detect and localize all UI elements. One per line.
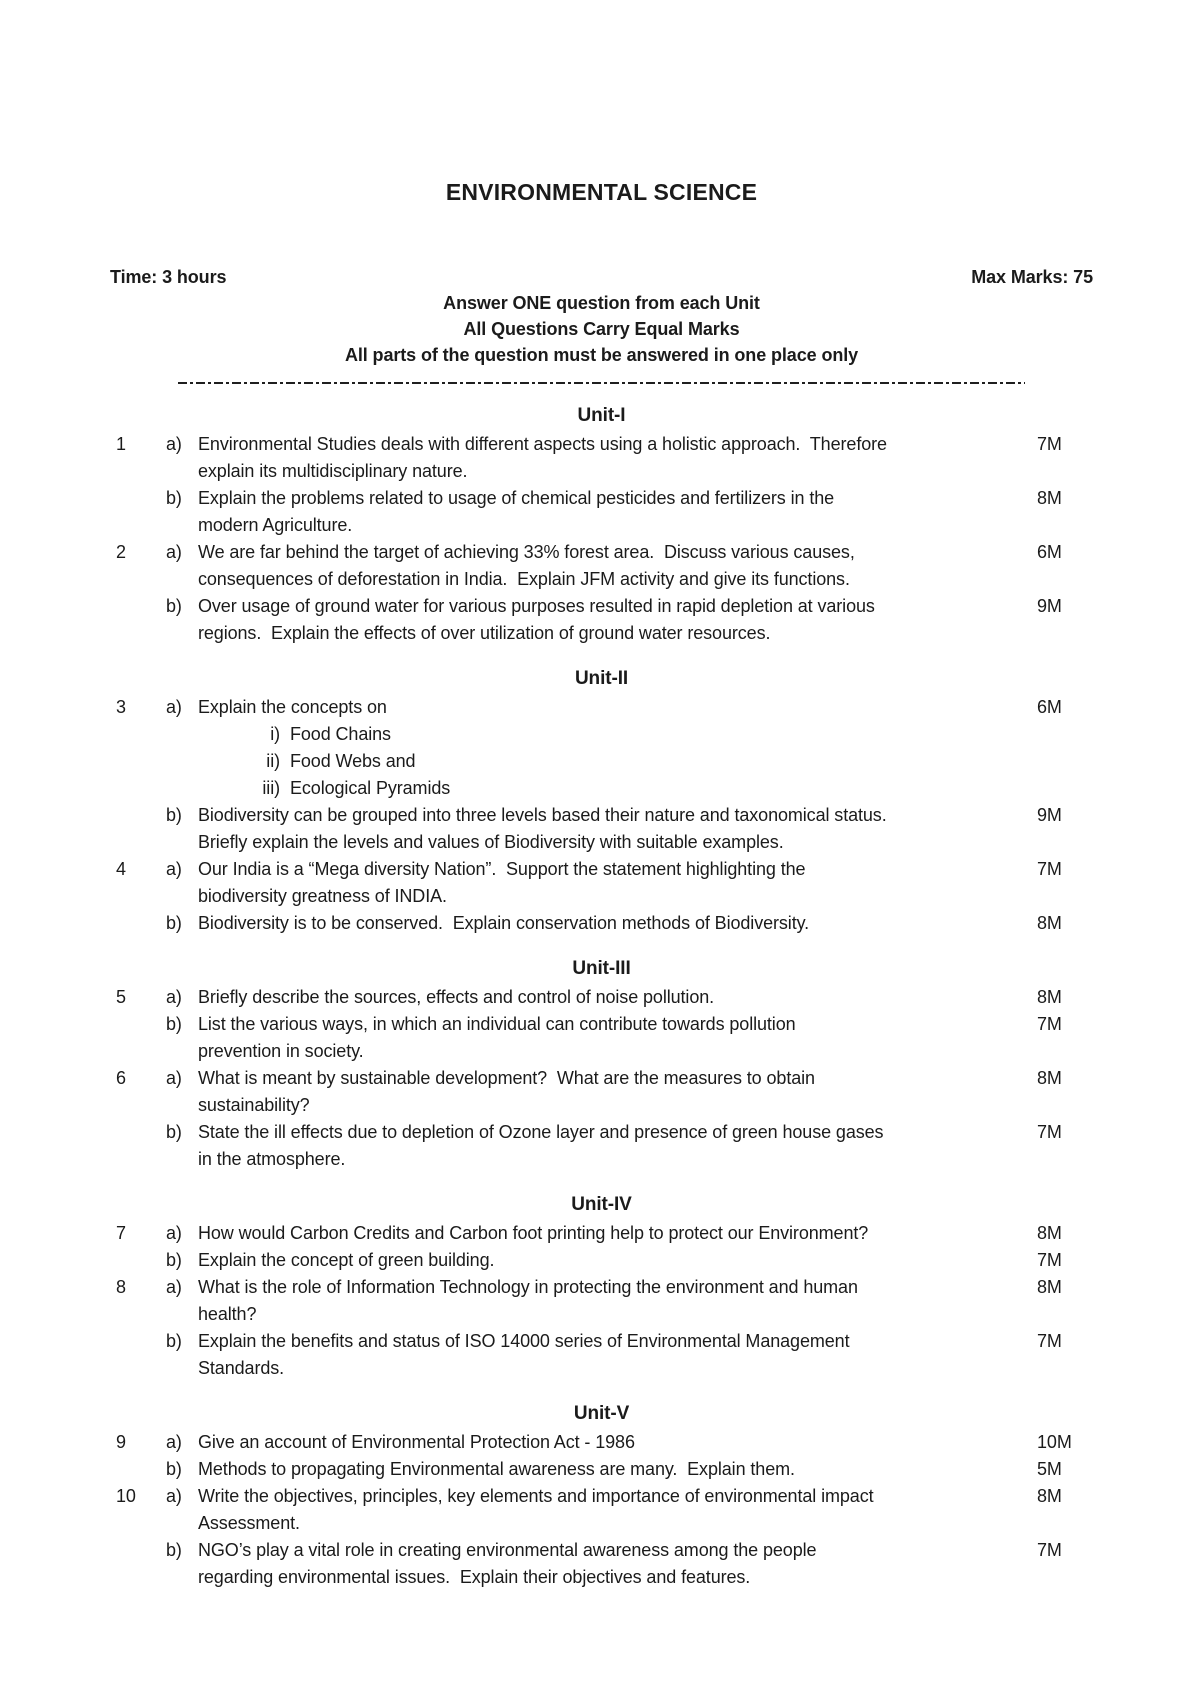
question-part-row	[110, 856, 1093, 910]
question-text	[198, 1247, 1003, 1274]
question-part-row	[110, 1537, 1093, 1591]
question-text-line: State the ill effects due to depletion of Ozone layer and presence of green house gases	[198, 1122, 884, 1142]
question-part-row	[110, 802, 1093, 856]
question-text-line: What is the role of Information Technology in protecting the environment and human	[198, 1277, 858, 1297]
question-text-line: Explain the problems related to usage of chemical pesticides and fertilizers in the	[198, 488, 835, 508]
unit-section	[110, 1400, 1093, 1591]
unit-questions	[110, 1429, 1093, 1591]
question-text-line: Methods to propagating Environmental awareness are many. Explain them.	[198, 1459, 795, 1479]
unit-section	[110, 955, 1093, 1173]
sub-item-label: iii)	[262, 778, 280, 798]
marks-value: 5M	[1037, 1459, 1062, 1479]
question-text-line: What is meant by sustainable development? What are the measures to obtain	[198, 1068, 815, 1088]
marks-value: 8M	[1037, 1068, 1062, 1088]
question-text	[198, 431, 1003, 485]
question-text	[198, 1011, 1003, 1065]
part-label: a)	[166, 1223, 182, 1243]
unit-heading: Unit-II	[574, 668, 629, 689]
part-label: b)	[166, 1459, 182, 1479]
question-part-row	[110, 1456, 1093, 1483]
unit-heading: Unit-IV	[571, 1194, 632, 1215]
marks-value: 8M	[1037, 1223, 1062, 1243]
part-label: a)	[166, 434, 182, 454]
question-part-row	[110, 539, 1093, 593]
part-label: a)	[166, 542, 182, 562]
marks-value: 7M	[1037, 434, 1062, 454]
question-text	[198, 910, 1003, 937]
question-text-line: modern Agriculture.	[198, 515, 353, 535]
question-part-row	[110, 1247, 1093, 1274]
question-text-line: Explain the benefits and status of ISO 14000 series of Environmental Management	[198, 1331, 850, 1351]
question-text-line: Over usage of ground water for various purposes resulted in rapid depletion at various	[198, 596, 875, 616]
part-label: a)	[166, 1277, 182, 1297]
marks-value: 7M	[1037, 1540, 1062, 1560]
question-text-line: Explain the concept of green building.	[198, 1250, 495, 1270]
question-text	[198, 1429, 1003, 1456]
marks-value: 8M	[1037, 488, 1062, 508]
part-label: a)	[166, 859, 182, 879]
sub-item	[198, 721, 1003, 748]
unit-heading: Unit-I	[577, 405, 626, 426]
part-label: b)	[166, 913, 182, 933]
instruction-line-2: All Questions Carry Equal Marks	[463, 319, 740, 339]
question-text-line: NGO’s play a vital role in creating environmental awareness among the people	[198, 1540, 817, 1560]
marks-value: 7M	[1037, 1250, 1062, 1270]
question-number: 6	[116, 1068, 126, 1088]
part-label: a)	[166, 1432, 182, 1452]
question-part-row	[110, 593, 1093, 647]
marks-value: 8M	[1037, 1486, 1062, 1506]
marks-value: 8M	[1037, 913, 1062, 933]
instructions	[110, 290, 1093, 368]
sub-item-text: Food Webs and	[290, 751, 416, 771]
part-label: b)	[166, 488, 182, 508]
sub-item-label: ii)	[266, 751, 280, 771]
units-container	[110, 402, 1093, 1591]
part-label: a)	[166, 1068, 182, 1088]
question-text-line: Our India is a “Mega diversity Nation”. Support the statement highlighting the	[198, 859, 806, 879]
unit-questions	[110, 984, 1093, 1173]
part-label: b)	[166, 1540, 182, 1560]
question-number: 10	[116, 1486, 136, 1506]
question-number: 3	[116, 697, 126, 717]
question-part-row	[110, 431, 1093, 485]
instruction-line-1: Answer ONE question from each Unit	[443, 293, 760, 313]
question-text-line: consequences of deforestation in India. Explain JFM activity and give its functions.	[198, 569, 850, 589]
question-text	[198, 1456, 1003, 1483]
sub-item	[198, 775, 1003, 802]
question-text	[198, 1119, 1003, 1173]
question-text-line: Briefly describe the sources, effects and control of noise pollution.	[198, 987, 715, 1007]
question-part-row	[110, 1011, 1093, 1065]
question-text	[198, 593, 1003, 647]
question-text-line: Biodiversity is to be conserved. Explain conservation methods of Biodiversity.	[198, 913, 810, 933]
part-label: a)	[166, 697, 182, 717]
question-text	[198, 1065, 1003, 1119]
part-label: b)	[166, 1331, 182, 1351]
question-text	[198, 802, 1003, 856]
part-label: b)	[166, 1014, 182, 1034]
question-text-line: explain its multidisciplinary nature.	[198, 461, 468, 481]
unit-section	[110, 1191, 1093, 1382]
unit-heading: Unit-V	[573, 1403, 630, 1424]
question-text-line: regarding environmental issues. Explain their objectives and features.	[198, 1567, 751, 1587]
unit-section	[110, 402, 1093, 647]
question-part-row	[110, 1220, 1093, 1247]
part-label: b)	[166, 805, 182, 825]
question-text	[198, 856, 1003, 910]
unit-questions	[110, 1220, 1093, 1382]
sub-item-text: Food Chains	[290, 724, 391, 744]
part-label: b)	[166, 596, 182, 616]
question-part-row	[110, 485, 1093, 539]
question-text	[198, 1483, 1003, 1537]
question-part-row	[110, 694, 1093, 802]
marks-value: 10M	[1037, 1432, 1072, 1452]
question-text	[198, 485, 1003, 539]
question-number: 1	[116, 434, 126, 454]
question-text-line: sustainability?	[198, 1095, 310, 1115]
max-marks: Max Marks: 75	[971, 267, 1093, 287]
question-text	[198, 1274, 1003, 1328]
question-number: 4	[116, 859, 126, 879]
question-text	[198, 1537, 1003, 1591]
unit-questions	[110, 431, 1093, 647]
question-part-row	[110, 1483, 1093, 1537]
question-text-line: Assessment.	[198, 1513, 300, 1533]
question-text-line: in the atmosphere.	[198, 1149, 346, 1169]
question-text-line: health?	[198, 1304, 257, 1324]
question-text-line: Write the objectives, principles, key elements and importance of environmental impact	[198, 1486, 874, 1506]
question-text	[198, 1328, 1003, 1382]
question-text	[198, 984, 1003, 1011]
question-part-row	[110, 1328, 1093, 1382]
marks-value: 7M	[1037, 859, 1062, 879]
part-label: a)	[166, 1486, 182, 1506]
marks-value: 7M	[1037, 1122, 1062, 1142]
question-part-row	[110, 1119, 1093, 1173]
sub-item-label: i)	[270, 724, 280, 744]
question-part-row	[110, 1274, 1093, 1328]
question-text-line: biodiversity greatness of INDIA.	[198, 886, 447, 906]
marks-value: 7M	[1037, 1331, 1062, 1351]
question-text-line: regions. Explain the effects of over utilization of ground water resources.	[198, 623, 771, 643]
question-text	[198, 694, 1003, 802]
question-number: 2	[116, 542, 126, 562]
question-text-line: Biodiversity can be grouped into three levels based their nature and taxonomical status.	[198, 805, 887, 825]
question-part-row	[110, 1065, 1093, 1119]
question-part-row	[110, 1429, 1093, 1456]
question-number: 8	[116, 1277, 126, 1297]
unit-questions	[110, 694, 1093, 937]
separator-line	[178, 382, 1025, 384]
time-allowed: Time: 3 hours	[110, 267, 227, 287]
unit-heading: Unit-III	[572, 958, 631, 979]
question-part-row	[110, 910, 1093, 937]
instruction-line-3: All parts of the question must be answered in one place only	[344, 345, 859, 365]
part-label: a)	[166, 987, 182, 1007]
unit-section	[110, 665, 1093, 937]
part-label: b)	[166, 1122, 182, 1142]
question-number: 7	[116, 1223, 126, 1243]
question-text-line: Standards.	[198, 1358, 285, 1378]
question-text-line: List the various ways, in which an individual can contribute towards pollution	[198, 1014, 796, 1034]
question-text-line: Give an account of Environmental Protection Act - 1986	[198, 1432, 635, 1452]
marks-value: 8M	[1037, 987, 1062, 1007]
question-number: 9	[116, 1432, 126, 1452]
marks-value: 8M	[1037, 1277, 1062, 1297]
meta-row	[110, 264, 1093, 290]
marks-value: 6M	[1037, 542, 1062, 562]
sub-item-text: Ecological Pyramids	[290, 778, 451, 798]
question-text-line: Explain the concepts on	[198, 697, 387, 717]
marks-value: 7M	[1037, 1014, 1062, 1034]
question-text-line: prevention in society.	[198, 1041, 364, 1061]
sub-item	[198, 748, 1003, 775]
question-text	[198, 1220, 1003, 1247]
marks-value: 9M	[1037, 596, 1062, 616]
question-number: 5	[116, 987, 126, 1007]
question-text-line: Briefly explain the levels and values of Biodiversity with suitable examples.	[198, 832, 784, 852]
marks-value: 9M	[1037, 805, 1062, 825]
question-part-row	[110, 984, 1093, 1011]
question-text-line: Environmental Studies deals with different aspects using a holistic approach. Therefore	[198, 434, 887, 454]
part-label: b)	[166, 1250, 182, 1270]
question-text-line: How would Carbon Credits and Carbon foot printing help to protect our Environment?	[198, 1223, 869, 1243]
question-text-line: We are far behind the target of achieving 33% forest area. Discuss various causes,	[198, 542, 855, 562]
marks-value: 6M	[1037, 697, 1062, 717]
page-title: ENVIRONMENTAL SCIENCE	[445, 179, 758, 205]
question-text	[198, 539, 1003, 593]
